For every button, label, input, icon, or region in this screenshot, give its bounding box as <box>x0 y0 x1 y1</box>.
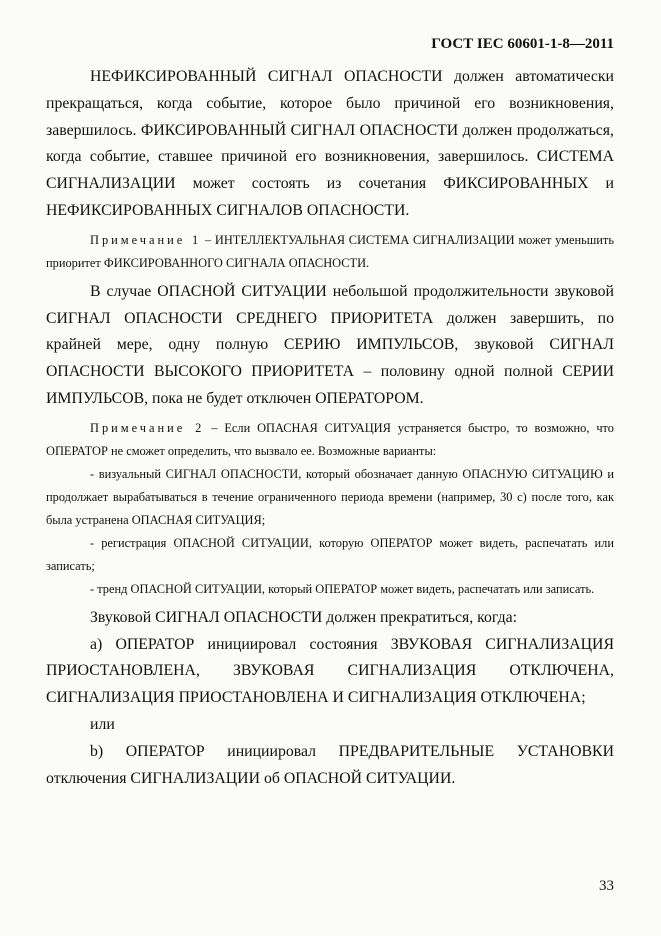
note-2-text: – Если ОПАСНАЯ СИТУАЦИЯ устраняется быстро, то возможно, что ОПЕРАТОР не сможет определить, что вызвало ее. Возможные варианты: <box>46 420 614 458</box>
paragraph-short-hazard: В случае ОПАСНОЙ СИТУАЦИИ небольшой продолжительности звуковой СИГНАЛ ОПАСНОСТИ СРЕДНЕГО ПРИОРИТЕТА должен завершить, по крайней мере, одну полную СЕРИЮ ИМПУЛЬСОВ, звуковой СИГНАЛ ОПАСНОСТИ ВЫСОКОГО ПРИОРИТЕТА – половину одной полной СЕРИИ ИМПУЛЬСОВ, пока не будет отключен ОПЕРАТОРОМ. <box>46 282 614 407</box>
note-1-label: Примечание 1 <box>90 232 202 247</box>
list-item-b: b) ОПЕРАТОР инициировал ПРЕДВАРИТЕЛЬНЫЕ УСТАНОВКИ отключения СИГНАЛИЗАЦИИ об ОПАСНОЙ СИТУАЦИИ. <box>46 742 614 787</box>
note-2 <box>46 417 614 463</box>
document-header: ГОСТ IEC 60601-1-8—2011 <box>431 36 614 52</box>
note-2-item-trend: - тренд ОПАСНОЙ СИТУАЦИИ, который ОПЕРАТОР может видеть, распечатать или записать. <box>90 581 595 596</box>
page-body <box>46 64 614 792</box>
page-number: 33 <box>599 878 614 894</box>
note-2-label: Примечание 2 <box>90 420 205 435</box>
paragraph-audio-stop: Звуковой СИГНАЛ ОПАСНОСТИ должен прекратиться, когда: <box>90 608 518 626</box>
list-connector-or: или <box>90 715 115 733</box>
list-item-a: а) ОПЕРАТОР инициировал состояния ЗВУКОВАЯ СИГНАЛИЗАЦИЯ ПРИОСТАНОВЛЕНА, ЗВУКОВАЯ СИГНАЛИЗАЦИЯ ОТКЛЮЧЕНА, СИГНАЛИЗАЦИЯ ПРИОСТАНОВЛЕНА И СИГНАЛИЗАЦИЯ ОТКЛЮЧЕНА; <box>46 635 614 707</box>
note-1-text: – ИНТЕЛЛЕКТУАЛЬНАЯ СИСТЕМА СИГНАЛИЗАЦИИ может уменьшить приоритет ФИКСИРОВАННОГО СИГНАЛА ОПАСНОСТИ. <box>46 232 614 270</box>
note-2-item-visual: - визуальный СИГНАЛ ОПАСНОСТИ, который обозначает данную ОПАСНУЮ СИТУАЦИЮ и продолжает вырабатываться в течение ограниченного периода времени (например, 30 с) после того, как была устранена ОПАСНАЯ СИТУАЦИЯ; <box>46 466 614 527</box>
paragraph-unlatched-signal: НЕФИКСИРОВАННЫЙ СИГНАЛ ОПАСНОСТИ должен автоматически прекращаться, когда событие, которое было причиной его возникновения, завершилось. ФИКСИРОВАННЫЙ СИГНАЛ ОПАСНОСТИ должен продолжаться, когда событие, ставшее причиной его возникновения, завершилось. СИСТЕМА СИГНАЛИЗАЦИИ может состоять из сочетания ФИКСИРОВАННЫХ и НЕФИКСИРОВАННЫХ СИГНАЛОВ ОПАСНОСТИ. <box>46 68 614 219</box>
note-1 <box>46 229 614 275</box>
note-2-item-log: - регистрация ОПАСНОЙ СИТУАЦИИ, которую ОПЕРАТОР может видеть, распечатать или записать; <box>46 535 614 573</box>
